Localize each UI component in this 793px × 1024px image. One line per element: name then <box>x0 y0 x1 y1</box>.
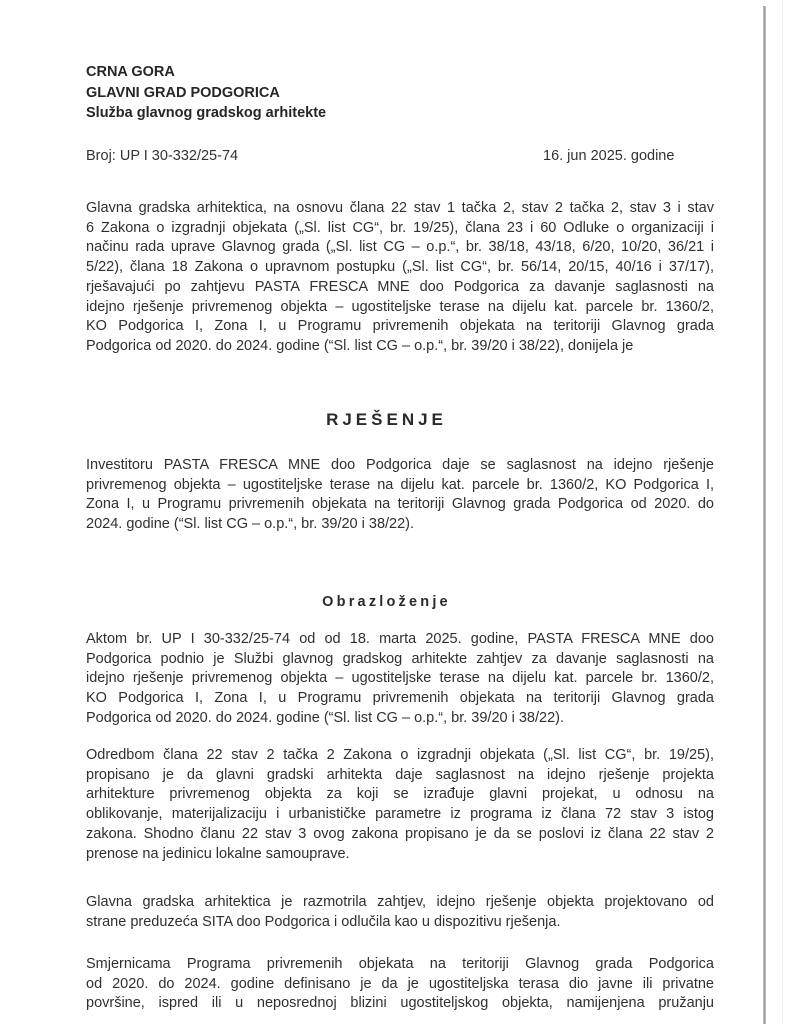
intro-paragraph <box>86 199 714 357</box>
document-date: 16. jun 2025. godine <box>543 148 675 164</box>
text-line: privremenog objekta – ugostiteljske terase na dijelu kat. parcele br. 1360/2, KO Podgorica I, <box>86 476 714 493</box>
text-line: Podgorica podnio je Službi glavnog gradskog arhitekte zahtjev za davanje saglasnosti na <box>86 650 714 667</box>
text-line: Zona I, u Programu privremenih objekata na teritoriji Glavnog grada Podgorica od 2020. do <box>86 496 714 513</box>
text-line: KO Podgorica I, Zona I, u Programu privremenih objekata na teritoriji Glavnog grada <box>86 318 714 335</box>
text-line: prenose na jedinicu lokalne samouprave. <box>86 845 350 862</box>
text-line: 2024. godine (“Sl. list CG – o.p.“, br. 39/20 i 38/22). <box>86 516 415 533</box>
letterhead <box>86 62 326 124</box>
section-heading-resenje: RJEŠENJE <box>326 410 447 429</box>
page-edge-line <box>782 0 783 1024</box>
text-line: 6 Zakona o izgradnji objekata („Sl. list CG“, br. 19/25), člana 23 i 60 Odluke o organizaciji i <box>86 219 714 236</box>
page-edge-shadow <box>763 6 766 1024</box>
text-line: zakona. Shodno članu 22 stav 3 ovog zakona propisano je da se poslovi iz člana 22 stav 2 <box>86 825 714 842</box>
text-line: Odredbom člana 22 stav 2 tačka 2 Zakona o izgradnji objekata („Sl. list CG“, br. 19/25), <box>86 747 714 763</box>
obrazlozenje-paragraph-3 <box>86 893 714 932</box>
text-line: Podgorica od 2020. do 2024. godine (“Sl. list CG – o.p.“, br. 39/20 i 38/22), donijela je <box>86 337 634 354</box>
text-line: strane preduzeća SITA doo Podgorica i odlučila kao u dispozitivu rješenja. <box>86 913 561 930</box>
text-line: načinu rada uprave Glavnog grada („Sl. list CG – o.p.“, br. 38/18, 43/18, 6/20, 10/20, 36/21 i <box>86 239 714 256</box>
text-line: rješavajući po zahtjevu PASTA FRESCA MNE doo Podgorica za davanje saglasnosti na <box>86 278 714 295</box>
text-line: Glavna gradska arhitektica, na osnovu člana 22 stav 1 tačka 2, stav 2 tačka 2, stav 3 i stav <box>86 200 714 216</box>
text-line: idejno rješenje privremenog objekta – ugostiteljske terase na dijelu kat. parcele br. 1360/2, <box>86 298 714 315</box>
text-line: Aktom br. UP I 30-332/25-74 od od 18. marta 2025. godine, PASTA FRESCA MNE doo <box>86 631 714 647</box>
letterhead-country: CRNA GORA <box>86 64 175 80</box>
letterhead-office: Služba glavnog gradskog arhitekte <box>86 105 327 121</box>
text-line: idejno rješenje privremenog objekta – ugostiteljske terase na dijelu kat. parcele br. 1360/2, <box>86 670 714 687</box>
text-line: Glavna gradska arhitektica je razmotrila zahtjev, idejno rješenje objekta projektovano od <box>86 894 714 910</box>
text-line: 5/22), člana 18 Zakona o upravnom postupku („Sl. list CG“, br. 56/14, 20/15, 40/16 i 37/17), <box>86 259 714 276</box>
text-line: Podgorica od 2020. do 2024. godine (“Sl. list CG – o.p.“, br. 39/20 i 38/22). <box>86 709 564 726</box>
text-line: propisano je da glavni gradski arhitekta daje saglasnost na idejno rješenje projekta <box>86 766 714 783</box>
resenje-paragraph <box>86 456 714 535</box>
obrazlozenje-paragraph-4 <box>86 955 714 1014</box>
text-line: arhitekture privremenog objekta za koji se izrađuje glavni projekat, u odnosu na <box>86 786 714 803</box>
document-number: Broj: UP I 30-332/25-74 <box>86 148 239 164</box>
text-line: Smjernicama Programa privremenih objekata na teritoriji Glavnog grada Podgorica <box>86 956 714 972</box>
obrazlozenje-paragraph-2 <box>86 746 714 864</box>
text-line: oblikovanje, materijalizaciju i urbanističke parametre iz programa iz člana 72 stav 3 istog <box>86 806 714 823</box>
text-line: od 2020. do 2024. godine definisano je da je ugostiteljska terasa dio javne ili privatne <box>86 975 714 992</box>
letterhead-city: GLAVNI GRAD PODGORICA <box>86 84 280 101</box>
text-line: KO Podgorica I, Zona I, u Programu privremenih objekata na teritoriji Glavnog grada <box>86 690 714 707</box>
obrazlozenje-paragraph-1 <box>86 630 714 729</box>
text-line: Investitoru PASTA FRESCA MNE doo Podgorica daje se saglasnost na idejno rješenje <box>86 457 714 473</box>
section-heading-obrazlozenje: Obrazloženje <box>322 594 451 610</box>
text-line: površine, ispred ili u neposrednoj blizini ugostiteljskog objekta, namijenjena pružanju <box>86 995 714 1012</box>
